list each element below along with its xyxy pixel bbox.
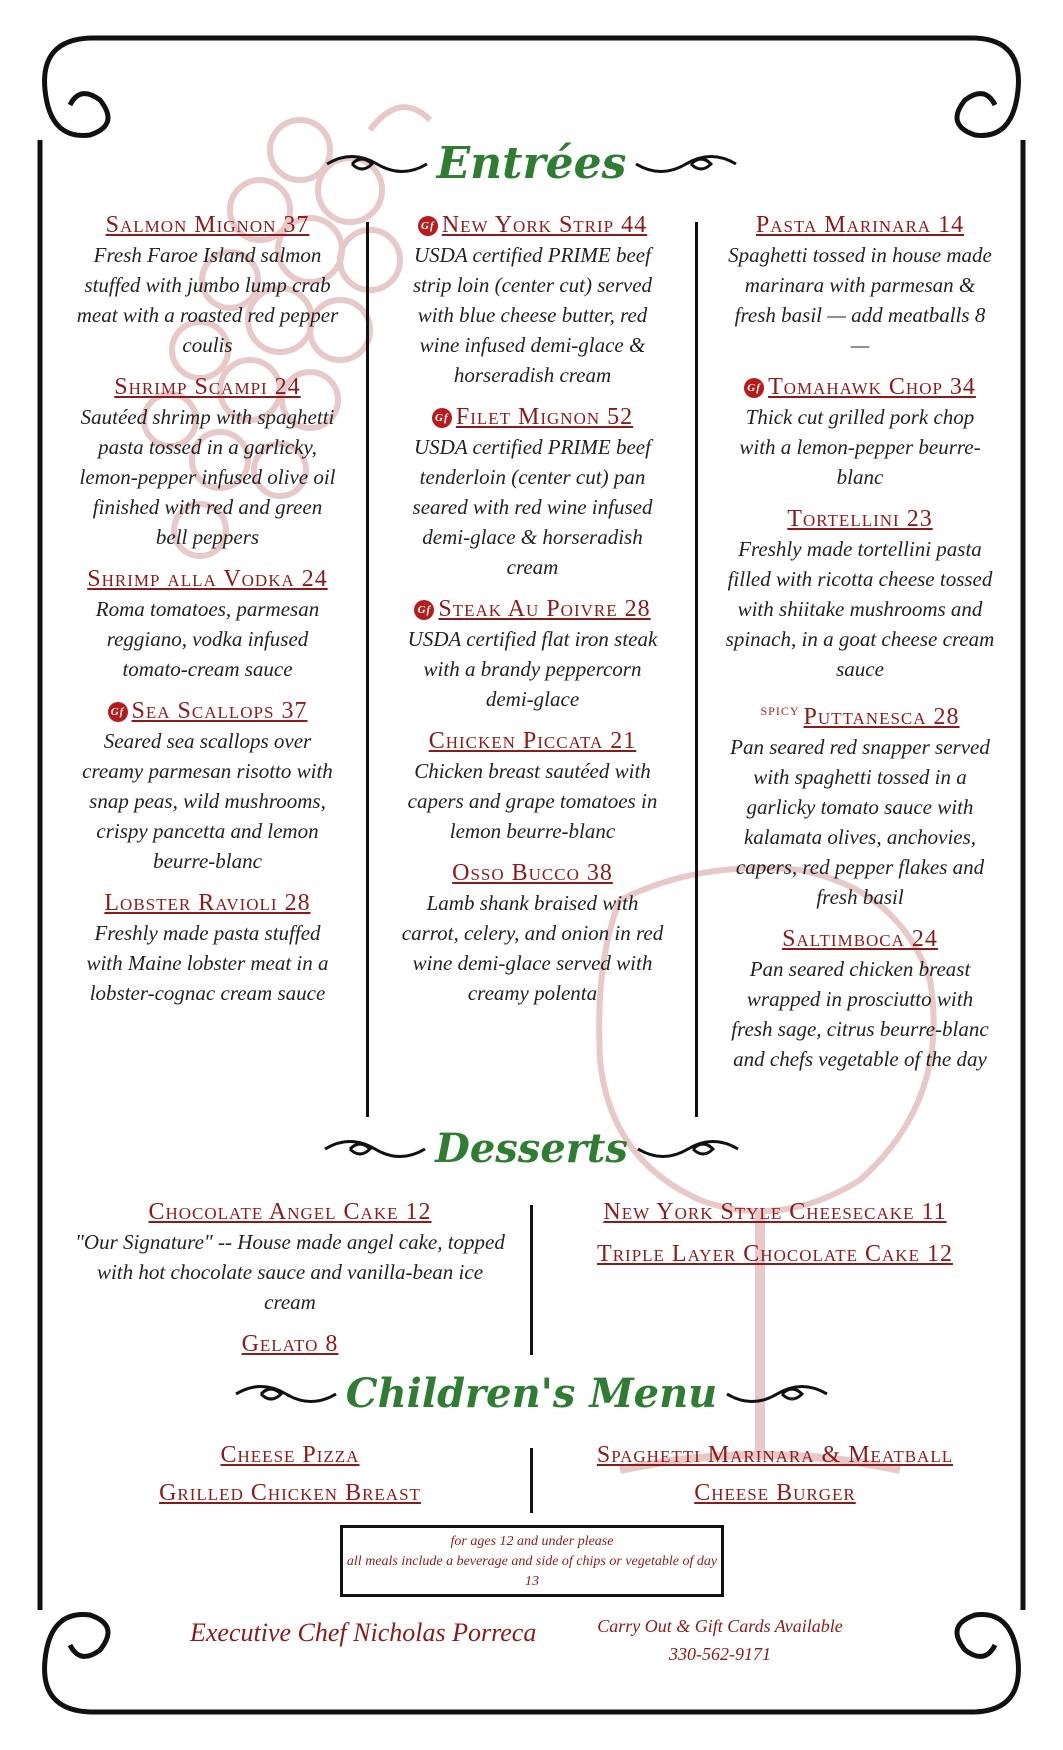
menu-item-title: [75, 372, 340, 402]
desserts-heading: [0, 1125, 1063, 1172]
menu-item-title: [565, 1197, 985, 1227]
menu-item-title: [725, 696, 995, 732]
menu-item-title: [75, 696, 340, 726]
menu-item-description: Pan seared red snapper served with spaghetti tossed in a garlicky tomato sauce with kalamata olives, anchovies, capers, red pepper flakes and fresh basil: [730, 735, 990, 909]
menu-item-description: "Our Signature" -- House made angel cake, topped with hot chocolate sauce and vanilla-bean ice cream: [75, 1230, 505, 1314]
kids-menu-item: Cheese Pizza: [220, 1442, 360, 1468]
gluten-free-icon: Gf: [414, 600, 434, 620]
desserts-right: [565, 1197, 985, 1281]
menu-item-title: [75, 888, 340, 918]
left-swirl-icon: [231, 1374, 341, 1414]
menu-item-description: Spaghetti tossed in house made marinara with parmesan & fresh basil — add meatballs 8 —: [728, 243, 992, 357]
menu-item-name: Lobster Ravioli 28: [104, 890, 311, 916]
menu-item-description: Fresh Faroe Island salmon stuffed with jumbo lump crab meat with a roasted red pepper coulis: [76, 243, 339, 357]
right-swirl-icon: [631, 144, 741, 184]
menu-item-description: Sautéed shrimp with spaghetti pasta tossed in a garlicky, lemon-pepper infused olive oil finished with red and green bell peppers: [79, 405, 336, 549]
menu-item-title: [565, 1239, 985, 1269]
menu-item-name: Steak Au Poivre 28: [438, 596, 651, 622]
gluten-free-icon: Gf: [108, 702, 128, 722]
note-line-2: all meals include a beverage and side of chips or vegetable of day: [346, 1554, 718, 1569]
menu-item: [75, 564, 340, 684]
column-divider: [695, 222, 698, 1117]
menu-item: [725, 504, 995, 684]
menu-item-title: [400, 594, 665, 624]
menu-item: [400, 594, 665, 714]
menu-item: [565, 1239, 985, 1269]
entree-column-3: [725, 210, 995, 1086]
menu-item-description: Roma tomatoes, parmesan reggiano, vodka infused tomato-cream sauce: [95, 597, 320, 681]
note-line-3: 13: [525, 1574, 539, 1589]
right-swirl-icon: [722, 1374, 832, 1414]
menu-item-title: [75, 564, 340, 594]
phone-number: 330-562-9171: [669, 1644, 771, 1664]
menu-item-description: Seared sea scallops over creamy parmesan risotto with snap peas, wild mushrooms, crispy pancetta and lemon beurre-blanc: [82, 729, 333, 873]
menu-item-name: New York Strip 44: [441, 212, 648, 238]
kids-menu-item: Grilled Chicken Breast: [159, 1480, 421, 1506]
desserts-left: [70, 1197, 510, 1371]
entrees-heading: [0, 138, 1063, 189]
menu-item: [400, 858, 665, 1008]
menu-item-name: Osso Bucco 38: [452, 860, 613, 886]
menu-item: [400, 402, 665, 582]
menu-item-title: [70, 1329, 510, 1359]
menu-item: [725, 372, 995, 492]
executive-chef: Executive Chef Nicholas Porreca: [190, 1618, 537, 1647]
menu-item-title: [725, 210, 995, 240]
menu-item-description: Lamb shank braised with carrot, celery, and onion in red wine demi-glace served with creamy polenta: [401, 891, 664, 1005]
menu-item-name: Tomahawk Chop 34: [768, 374, 976, 400]
menu-item-name: Shrimp Scampi 24: [114, 374, 301, 400]
menu-item: [75, 372, 340, 552]
menu-item: [75, 210, 340, 360]
left-swirl-icon: [322, 144, 432, 184]
menu-item-name: Chicken Piccata 21: [428, 728, 637, 754]
menu-item-name: Tortellini 23: [787, 506, 933, 532]
menu-item-description: USDA certified flat iron steak with a brandy peppercorn demi-glace: [407, 627, 658, 711]
menu-item-name: Chocolate Angel Cake 12: [148, 1199, 432, 1225]
gluten-free-icon: Gf: [432, 408, 452, 428]
children-note-box: [340, 1525, 724, 1597]
menu-item-title: [400, 210, 665, 240]
menu-item: [725, 210, 995, 360]
menu-item-description: Freshly made pasta stuffed with Maine lobster meat in a lobster-cognac cream sauce: [86, 921, 329, 1005]
menu-item-title: [725, 504, 995, 534]
column-divider: [530, 1205, 533, 1355]
menu-item-name: New York Style Cheesecake 11: [603, 1199, 947, 1225]
menu-item-name: Salmon Mignon 37: [105, 212, 310, 238]
menu-item: [565, 1197, 985, 1227]
menu-item-name: Shrimp alla Vodka 24: [87, 566, 328, 592]
menu-item-title: [725, 924, 995, 954]
carry-out-text: Carry Out & Gift Cards Available: [597, 1616, 843, 1636]
menu-item: [400, 210, 665, 390]
menu-item: [725, 924, 995, 1074]
menu-item: [75, 696, 340, 876]
menu-item-name: Gelato 8: [241, 1331, 339, 1357]
menu-item-description: Pan seared chicken breast wrapped in prosciutto with fresh sage, citrus beurre-blanc and chefs vegetable of the day: [731, 957, 989, 1071]
menu-item-title: [400, 858, 665, 888]
menu-item: [400, 726, 665, 846]
desserts-title: Desserts: [435, 1125, 628, 1172]
menu-item-title: [75, 210, 340, 240]
menu-item-name: Saltimboca 24: [782, 926, 938, 952]
children-left: [90, 1440, 490, 1516]
menu-item-name: Puttanesca 28: [803, 704, 960, 730]
menu-item-description: Chicken breast sautéed with capers and grape tomatoes in lemon beurre-blanc: [407, 759, 658, 843]
menu-item-description: Freshly made tortellini pasta filled with ricotta cheese tossed with shiitake mushrooms and spinach, in a goat cheese cream sauce: [725, 537, 995, 681]
entree-column-1: [75, 210, 340, 1020]
kids-menu-item: Spaghetti Marinara & Meatball: [596, 1442, 954, 1468]
menu-item-title: [400, 402, 665, 432]
menu-item-name: Filet Mignon 52: [455, 404, 634, 430]
menu-item-title: [400, 726, 665, 756]
children-title: Children's Menu: [345, 1370, 718, 1417]
note-line-1: for ages 12 and under please: [450, 1534, 614, 1549]
entree-column-2: [400, 210, 665, 1020]
entrees-title: Entrées: [436, 138, 627, 189]
menu-item-title: [725, 372, 995, 402]
menu-item: [725, 696, 995, 912]
gluten-free-icon: Gf: [744, 378, 764, 398]
right-swirl-icon: [633, 1129, 743, 1169]
children-heading: [0, 1370, 1063, 1417]
menu-item-title: [70, 1197, 510, 1227]
spicy-icon: SPICY: [760, 704, 800, 718]
menu-item: [70, 1197, 510, 1317]
menu-item-name: Triple Layer Chocolate Cake 12: [597, 1241, 953, 1267]
menu-item-name: Sea Scallops 37: [131, 698, 308, 724]
column-divider: [366, 222, 369, 1117]
kids-menu-item: Cheese Burger: [694, 1480, 856, 1506]
menu-item-description: Thick cut grilled pork chop with a lemon-pepper beurre-blanc: [739, 405, 981, 489]
column-divider: [530, 1448, 533, 1513]
gluten-free-icon: Gf: [418, 216, 438, 236]
children-right: [565, 1440, 985, 1516]
menu-item-description: USDA certified PRIME beef strip loin (center cut) served with blue cheese butter, red wine infused demi-glace & horseradish cream: [412, 243, 653, 387]
menu-item: [70, 1329, 510, 1359]
menu-item-description: USDA certified PRIME beef tenderloin (center cut) pan seared with red wine infused demi-glace & horseradish cream: [412, 435, 653, 579]
left-swirl-icon: [320, 1129, 430, 1169]
menu-item: [75, 888, 340, 1008]
menu-item-name: Pasta Marinara 14: [755, 212, 965, 238]
carry-out-info: [590, 1612, 850, 1668]
